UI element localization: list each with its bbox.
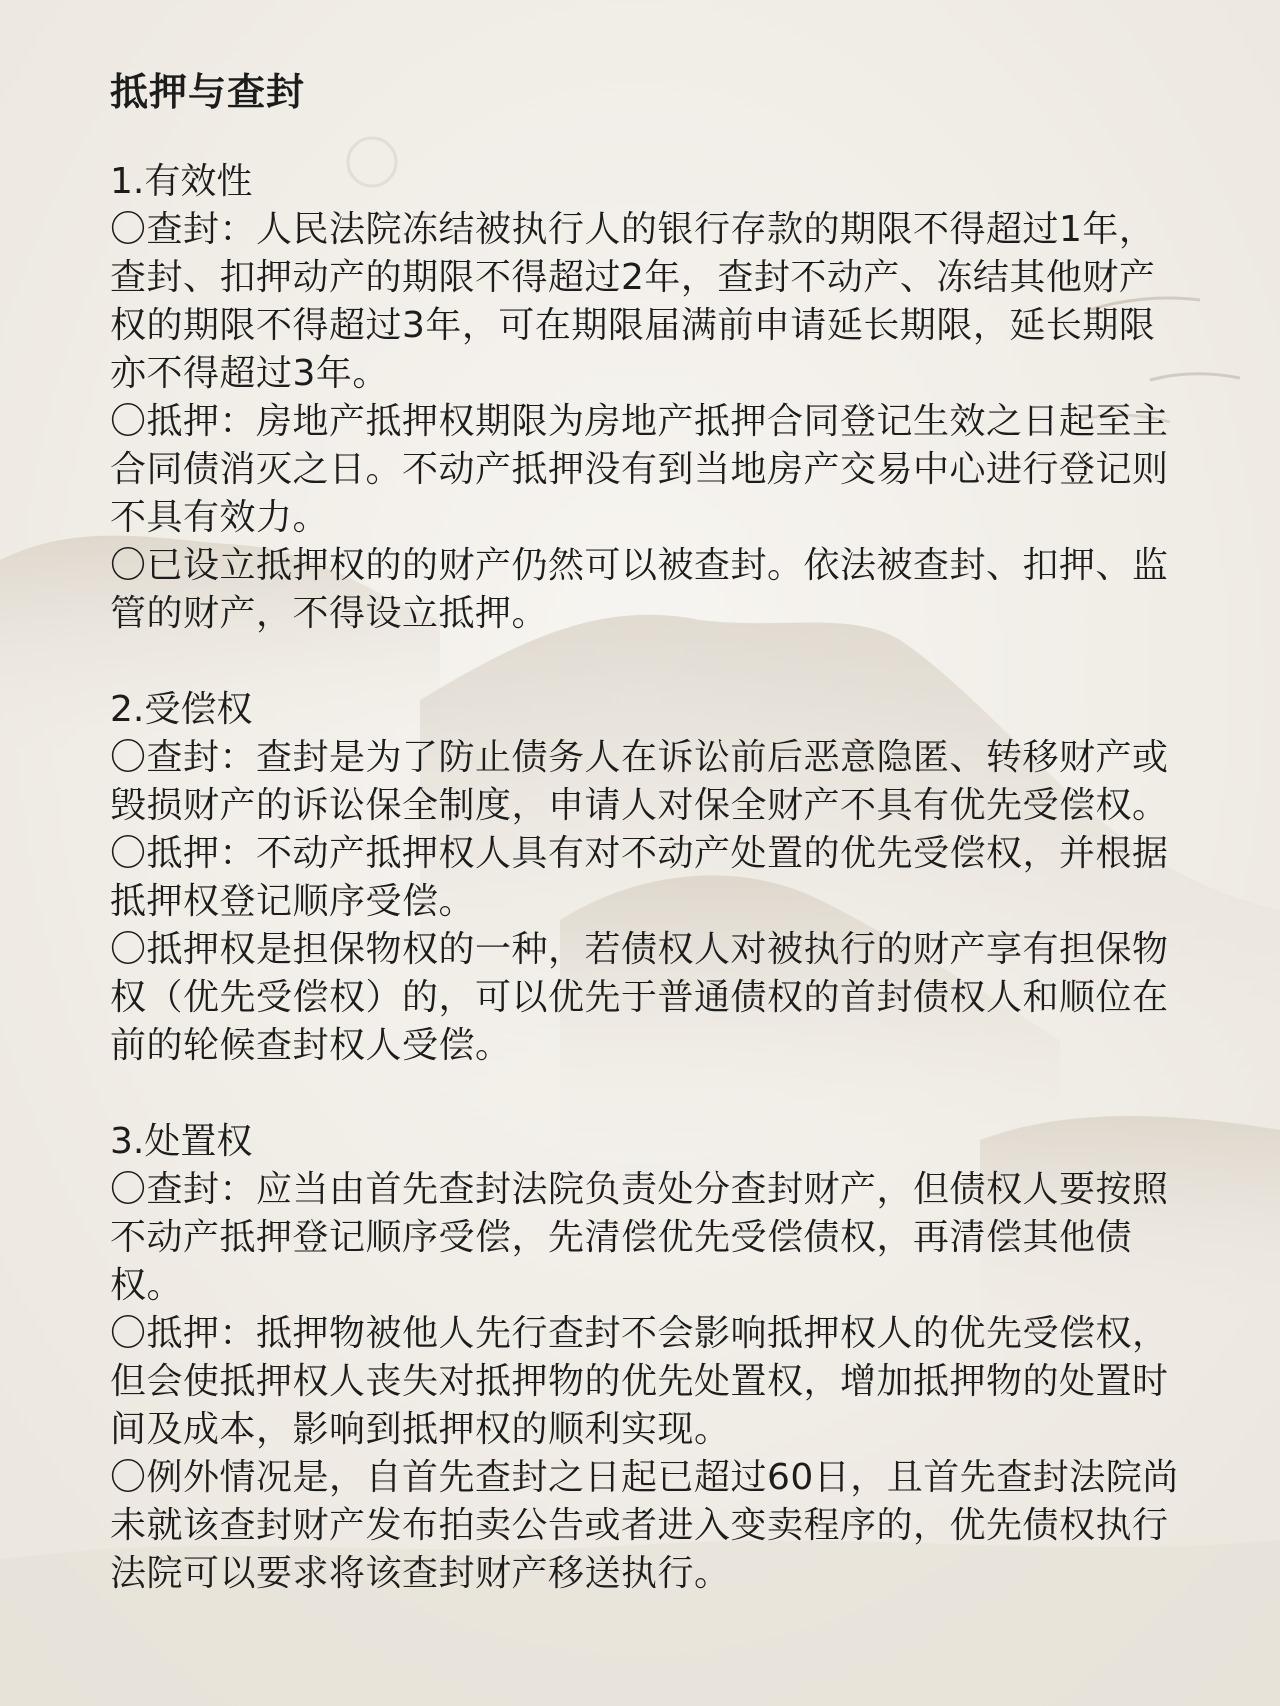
- section-heading: 2.受偿权: [110, 689, 253, 730]
- section-priority-right: [110, 686, 1190, 1070]
- page-title: 抵押与查封: [110, 70, 306, 114]
- section-validity: [110, 158, 1190, 638]
- paragraph: 〇抵押：抵押物被他人先行查封不会影响抵押权人的优先受偿权，但会使抵押权人丧失对抵押物的优先处置权，增加抵押物的处置时间及成本，影响到抵押权的顺利实现。: [110, 1313, 1169, 1450]
- paragraph: 〇抵押：不动产抵押权人具有对不动产处置的优先受偿权，并根据抵押权登记顺序受偿。: [110, 833, 1169, 922]
- section-disposal-right: [110, 1118, 1190, 1598]
- section-heading: 1.有效性: [110, 161, 253, 202]
- paragraph: 〇抵押权是担保物权的一种，若债权人对被执行的财产享有担保物权（优先受偿权）的，可以优先于普通债权的首封债权人和顺位在前的轮候查封权人受偿。: [110, 929, 1169, 1066]
- paragraph: 〇例外情况是，自首先查封之日起已超过60日，且首先查封法院尚未就该查封财产发布拍卖公告或者进入变卖程序的，优先债权执行法院可以要求将该查封财产移送执行。: [110, 1457, 1179, 1594]
- paragraph: 〇抵押：房地产抵押权期限为房地产抵押合同登记生效之日起至主合同债消灭之日。不动产抵押没有到当地房产交易中心进行登记则不具有效力。: [110, 401, 1169, 538]
- paragraph: 〇查封：应当由首先查封法院负责处分查封财产，但债权人要按照不动产抵押登记顺序受偿，先清偿优先受偿债权，再清偿其他债权。: [110, 1169, 1169, 1306]
- paragraph: 〇已设立抵押权的的财产仍然可以被查封。依法被查封、扣押、监管的财产，不得设立抵押。: [110, 545, 1169, 634]
- section-heading: 3.处置权: [110, 1121, 253, 1162]
- article: [110, 64, 1190, 1646]
- paragraph: 〇查封：查封是为了防止债务人在诉讼前后恶意隐匿、转移财产或毁损财产的诉讼保全制度，申请人对保全财产不具有优先受偿权。: [110, 737, 1169, 826]
- paragraph: 〇查封：人民法院冻结被执行人的银行存款的期限不得超过1年，查封、扣押动产的期限不得超过2年，查封不动产、冻结其他财产权的期限不得超过3年，可在期限届满前申请延长期限，延长期限亦不得超过3年。: [110, 209, 1156, 394]
